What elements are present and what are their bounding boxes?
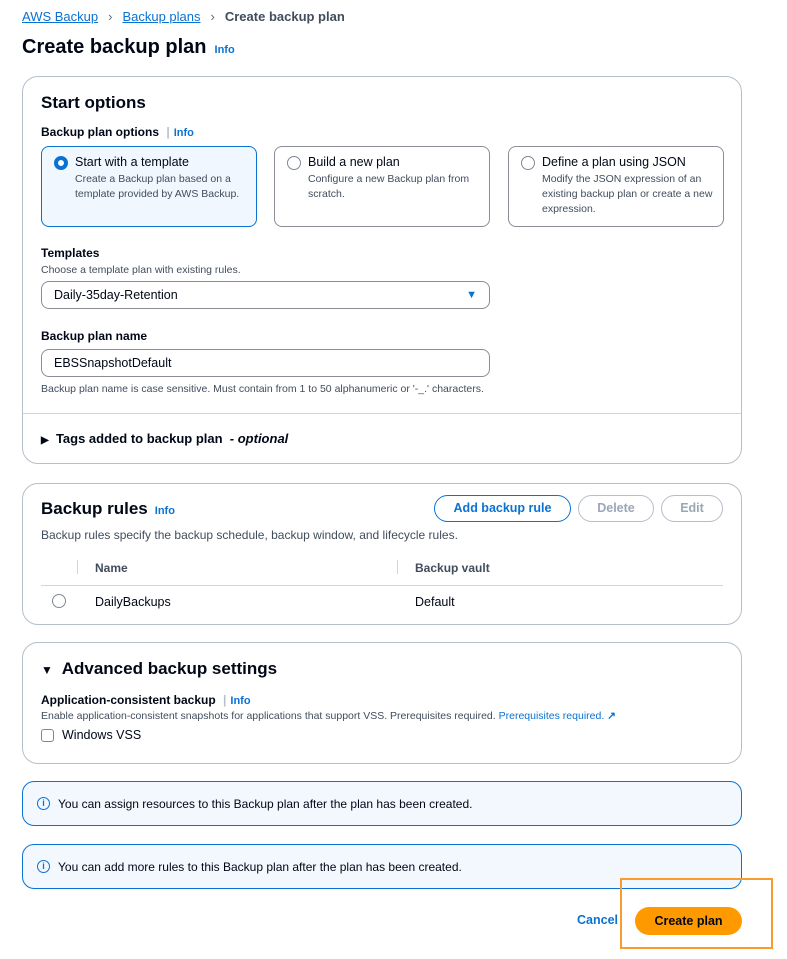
add-backup-rule-button[interactable]: Add backup rule — [434, 495, 571, 522]
option-define-json[interactable] — [508, 146, 724, 227]
plan-name-hint: Backup plan name is case sensitive. Must contain from 1 to 50 alphanumeric or '-_.' characters. — [41, 383, 484, 395]
plan-name-label: Backup plan name — [41, 329, 148, 343]
external-link-icon[interactable]: ↗ — [607, 710, 616, 722]
radio-unselected[interactable] — [287, 156, 301, 170]
chevron-right-icon: › — [108, 9, 113, 24]
info-icon: i — [37, 797, 50, 810]
info-link[interactable]: Info — [230, 695, 251, 707]
alert-text: You can add more rules to this Backup plan after the plan has been created. — [58, 859, 462, 874]
create-plan-button[interactable]: Create plan — [635, 907, 742, 935]
desc-text: Enable application-consistent snapshots for applications that support VSS. Prerequisites required. — [41, 710, 496, 722]
page-title-text: Create backup plan — [22, 36, 207, 58]
rule-vault: Default — [415, 595, 455, 609]
info-link[interactable]: Info — [173, 127, 194, 139]
templates-label: Templates — [41, 246, 100, 260]
page-title — [22, 36, 235, 59]
column-name[interactable]: Name — [95, 561, 128, 575]
table-header — [41, 556, 723, 586]
select-value: Daily-35day-Retention — [54, 288, 178, 302]
backup-rules-desc: Backup rules specify the backup schedule, backup window, and lifecycle rules. — [41, 528, 458, 542]
tile-title: Define a plan using JSON — [542, 155, 686, 169]
tile-desc: Create a Backup plan based on a template provided by AWS Backup. — [75, 173, 240, 200]
tags-label: Tags added to backup plan — [55, 431, 223, 446]
caret-right-icon: ▶ — [41, 435, 49, 446]
checkbox-label: Windows VSS — [62, 728, 142, 742]
tile-desc: Configure a new Backup plan from scratch. — [308, 173, 470, 200]
cancel-button[interactable]: Cancel — [577, 913, 618, 927]
backup-plan-options-label: Backup plan options | Info — [41, 125, 194, 139]
advanced-settings-panel — [22, 642, 742, 764]
divider — [77, 560, 78, 574]
breadcrumb-current: Create backup plan — [224, 9, 345, 24]
column-backup-vault[interactable]: Backup vault — [415, 561, 490, 575]
optional-label: - optional — [229, 431, 289, 446]
tile-title: Start with a template — [75, 155, 189, 169]
row-radio[interactable] — [52, 594, 66, 608]
info-icon: i — [37, 860, 50, 873]
backup-rules-header — [41, 499, 175, 519]
backup-rules-panel — [22, 483, 742, 625]
tags-expander[interactable] — [41, 431, 288, 446]
prerequisites-link[interactable]: Prerequisites required. — [498, 710, 605, 722]
rule-name: DailyBackups — [95, 595, 171, 609]
app-consistent-desc — [41, 710, 616, 722]
tile-desc: Modify the JSON expression of an existing backup plan or create a new expression. — [542, 173, 713, 215]
option-start-with-template[interactable] — [41, 146, 257, 227]
start-options-heading: Start options — [41, 93, 146, 112]
plan-name-input[interactable]: EBSSnapshotDefault — [41, 349, 490, 377]
divider — [23, 413, 741, 414]
caret-down-icon: ▼ — [41, 663, 53, 677]
edit-button[interactable]: Edit — [661, 495, 723, 522]
advanced-expander[interactable] — [41, 659, 277, 679]
templates-select[interactable] — [41, 281, 490, 309]
radio-unselected[interactable] — [521, 156, 535, 170]
divider — [397, 560, 398, 574]
delete-button[interactable]: Delete — [578, 495, 654, 522]
app-consistent-label: Application-consistent backup | Info — [41, 693, 251, 707]
label-text: Backup plan options — [41, 125, 160, 139]
checkbox-box[interactable] — [41, 729, 54, 742]
advanced-heading: Advanced backup settings — [61, 659, 278, 678]
backup-rules-heading: Backup rules — [41, 499, 148, 518]
info-link[interactable]: Info — [214, 44, 235, 56]
windows-vss-checkbox[interactable] — [41, 728, 141, 742]
start-options-panel — [22, 76, 742, 464]
tile-title: Build a new plan — [308, 155, 400, 169]
alert-text: You can assign resources to this Backup plan after the plan has been created. — [58, 796, 473, 811]
caret-down-icon: ▼ — [466, 289, 477, 301]
info-alert-resources — [22, 781, 742, 826]
breadcrumb-aws-backup[interactable]: AWS Backup — [22, 9, 99, 24]
option-build-new-plan[interactable] — [274, 146, 490, 227]
templates-desc: Choose a template plan with existing rules. — [41, 264, 241, 276]
label-text: Application-consistent backup — [41, 693, 216, 707]
breadcrumb — [22, 9, 345, 24]
chevron-right-icon: › — [210, 9, 215, 24]
radio-selected[interactable] — [54, 156, 68, 170]
breadcrumb-backup-plans[interactable]: Backup plans — [122, 9, 201, 24]
info-link[interactable]: Info — [154, 505, 175, 517]
